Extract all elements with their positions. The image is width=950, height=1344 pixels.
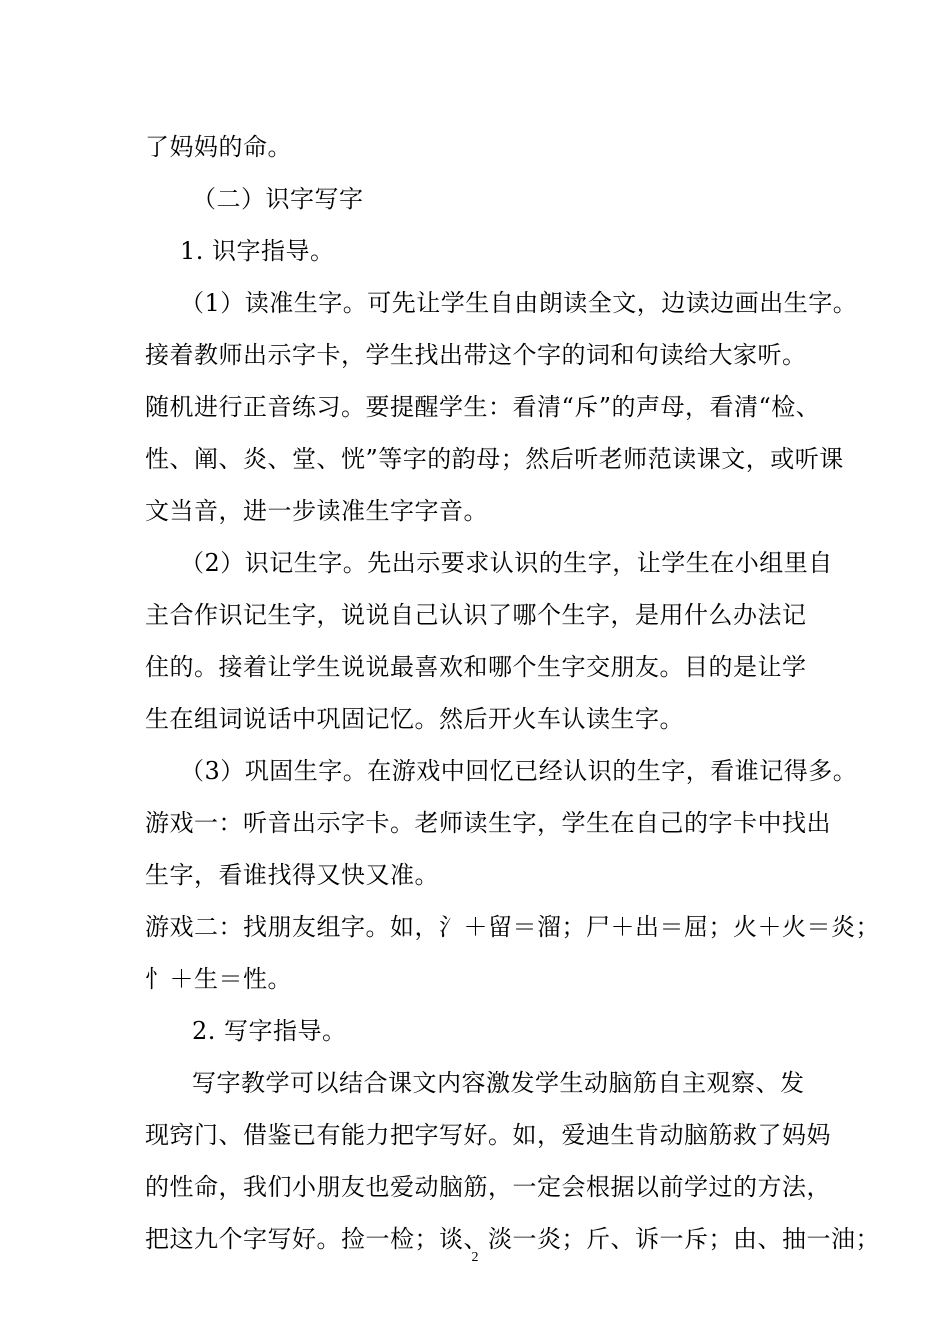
text-line: 文当音，进一步读准生字字音。 — [145, 497, 488, 525]
text-line: 的性命，我们小朋友也爱动脑筋，一定会根据以前学过的方法， — [145, 1173, 831, 1201]
text-line: （3）巩固生字。在游戏中回忆已经认识的生字，看谁记得多。 — [180, 757, 858, 785]
text-line: （2）识记生字。先出示要求认识的生字，让学生在小组里自 — [180, 549, 833, 577]
text-line: 接着教师出示字卡，学生找出带这个字的词和句读给大家听。 — [145, 341, 807, 369]
text-line: （1）读准生字。可先让学生自由朗读全文，边读边画出生字。 — [180, 289, 858, 317]
subsection-heading: 1. 识字指导。 — [180, 237, 335, 265]
text-line: 写字教学可以结合课文内容激发学生动脑筋自主观察、发 — [192, 1069, 805, 1097]
section-heading: （二）识字写字 — [192, 185, 364, 213]
text-line: 主合作识记生字，说说自己认识了哪个生字，是用什么办法记 — [145, 601, 807, 629]
text-line: 生在组词说话中巩固记忆。然后开火车认读生字。 — [145, 705, 684, 733]
text-line: 游戏一：听音出示字卡。老师读生字，学生在自己的字卡中找出 — [145, 809, 831, 837]
subsection-heading: 2. 写字指导。 — [192, 1017, 347, 1045]
text-line: 性、阐、炎、堂、恍”等字的韵母；然后听老师范读课文，或听课 — [145, 445, 844, 473]
text-line: 把这九个字写好。捡一检；谈、淡一炎；斤、诉一斥；由、抽一油； — [145, 1225, 880, 1253]
page-number: 2 — [471, 1250, 479, 1265]
text-line: 现窍门、借鉴已有能力把字写好。如，爱迪生肯动脑筋救了妈妈 — [145, 1121, 831, 1149]
text-line: 住的。接着让学生说说最喜欢和哪个生字交朋友。目的是让学 — [145, 653, 807, 681]
text-line: 忄＋生＝性。 — [145, 965, 292, 993]
text-line: 生字，看谁找得又快又准。 — [145, 861, 439, 889]
text-line: 了妈妈的命。 — [145, 133, 292, 161]
text-line: 随机进行正音练习。要提醒学生：看清“斥”的声母，看清“检、 — [145, 393, 821, 421]
text-line: 游戏二：找朋友组字。如，氵＋留＝溜；尸＋出＝屈；火＋火＝炎； — [145, 913, 880, 941]
